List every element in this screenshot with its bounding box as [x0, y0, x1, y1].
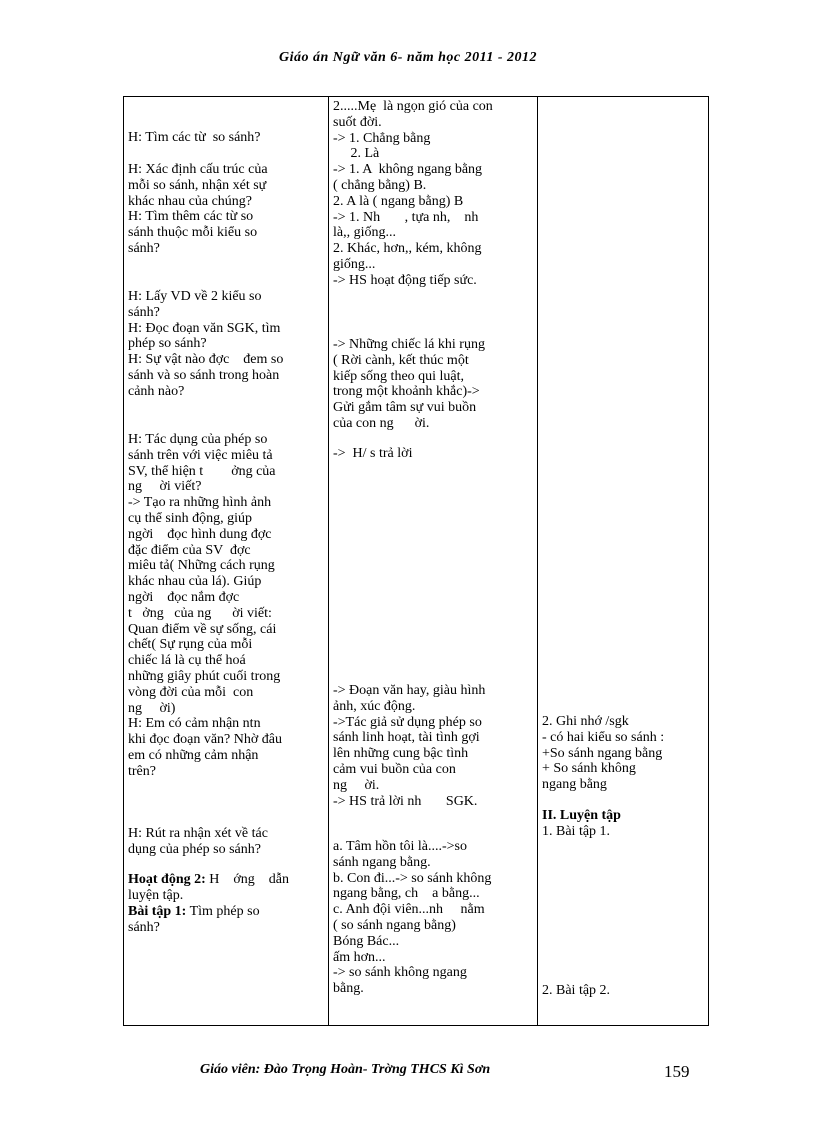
page-header: Giáo án Ngữ văn 6- năm học 2011 - 2012 [278, 50, 537, 65]
question-text: H: Rút ra nhận xét về tác dụng của phép so sánh? [128, 826, 268, 857]
answer-text: 2.....Mẹ là ngọn gió của con suốt đời. -> 1. Chẳng bằng 2. Là -> 1. A không ngang bằng ( chẳng bằng) B. 2. A là ( ngang bằng) B -> 1. Nh , tựa nh, nh là,, giống... 2. Khác, hơn,, kém, không giống... -> HS hoạt động tiếp sức. [333, 99, 493, 288]
column-divider [537, 97, 538, 1025]
section-heading: II. Luyện tập [542, 808, 621, 823]
answer-text: -> H/ s trả lời [333, 446, 413, 461]
question-text: H: Tác dụng của phép so sánh trên với việc miêu tả SV, thể hiện t ởng của ng ời viết? -> Tạo ra những hình ảnh cụ thể sinh động, giúp ngời đọc hình dung đợc đặc điểm của SV đợc miêu tả( Những cách rụng khác nhau của lá). Giúp ngời đọc nắm đợc t ởng của ng ời viết: Quan điểm về sự sống, cái chết( Sự rụng của mỗi chiếc lá là cụ thể hoá những giây phút cuối trong vòng đời của mỗi con ng ời) H: Em có cảm nhận ntn khi đọc đoạn văn? Nhờ đâu em có những cảm nhận trên? [128, 432, 282, 779]
exercise-heading: Bài tập 1: Tìm phép so sánh? [128, 904, 260, 935]
question-text: H: Tìm các từ so sánh? [128, 130, 261, 145]
question-text: H: Xác định cấu trúc của mỗi so sánh, nhận xét sự khác nhau của chúng? H: Tìm thêm các từ so sánh thuộc mỗi kiểu so sánh? [128, 162, 268, 256]
answer-text: a. Tâm hồn tôi là....->so sánh ngang bằng. b. Con đi...-> so sánh không ngang bằng, ch a bằng... c. Anh đội viên...nh nằm ( so sánh ngang bằng) Bóng Bác... ấm hơn... -> so sánh không ngang bằng. [333, 839, 492, 997]
note-text: 2. Bài tập 2. [542, 983, 611, 998]
activity-heading: Hoạt động 2: H ớng dẫn luyện tập. [128, 872, 290, 903]
page-number: 159 [664, 1062, 690, 1081]
lesson-table [123, 96, 709, 1026]
answer-text: -> Những chiếc lá khi rụng ( Rời cành, kết thúc một kiếp sống theo qui luật, trong một khoảnh khắc)-> Gửi gắm tâm sự vui buồn của con ng ời. [333, 337, 485, 431]
question-text: H: Lấy VD về 2 kiểu so sánh? H: Đọc đoạn văn SGK, tìm phép so sánh? H: Sự vật nào đợc đem so sánh và so sánh trong hoàn cảnh nào? [128, 289, 284, 399]
page-footer: Giáo viên: Đào Trọng Hoàn- Trờng THCS Kì Sơn [200, 1062, 491, 1077]
answer-text: -> Đoạn văn hay, giàu hình ảnh, xúc động. ->Tác giả sử dụng phép so sánh linh hoạt, tài tình gợi lên những cung bậc tình cảm vui buồn của con ng ời. -> HS trả lời nh SGK. [333, 683, 486, 809]
column-divider [328, 97, 329, 1025]
note-text: 1. Bài tập 1. [542, 824, 611, 839]
note-text: 2. Ghi nhớ /sgk - có hai kiểu so sánh : +So sánh ngang bằng + So sánh không ngang bằng [542, 714, 665, 793]
